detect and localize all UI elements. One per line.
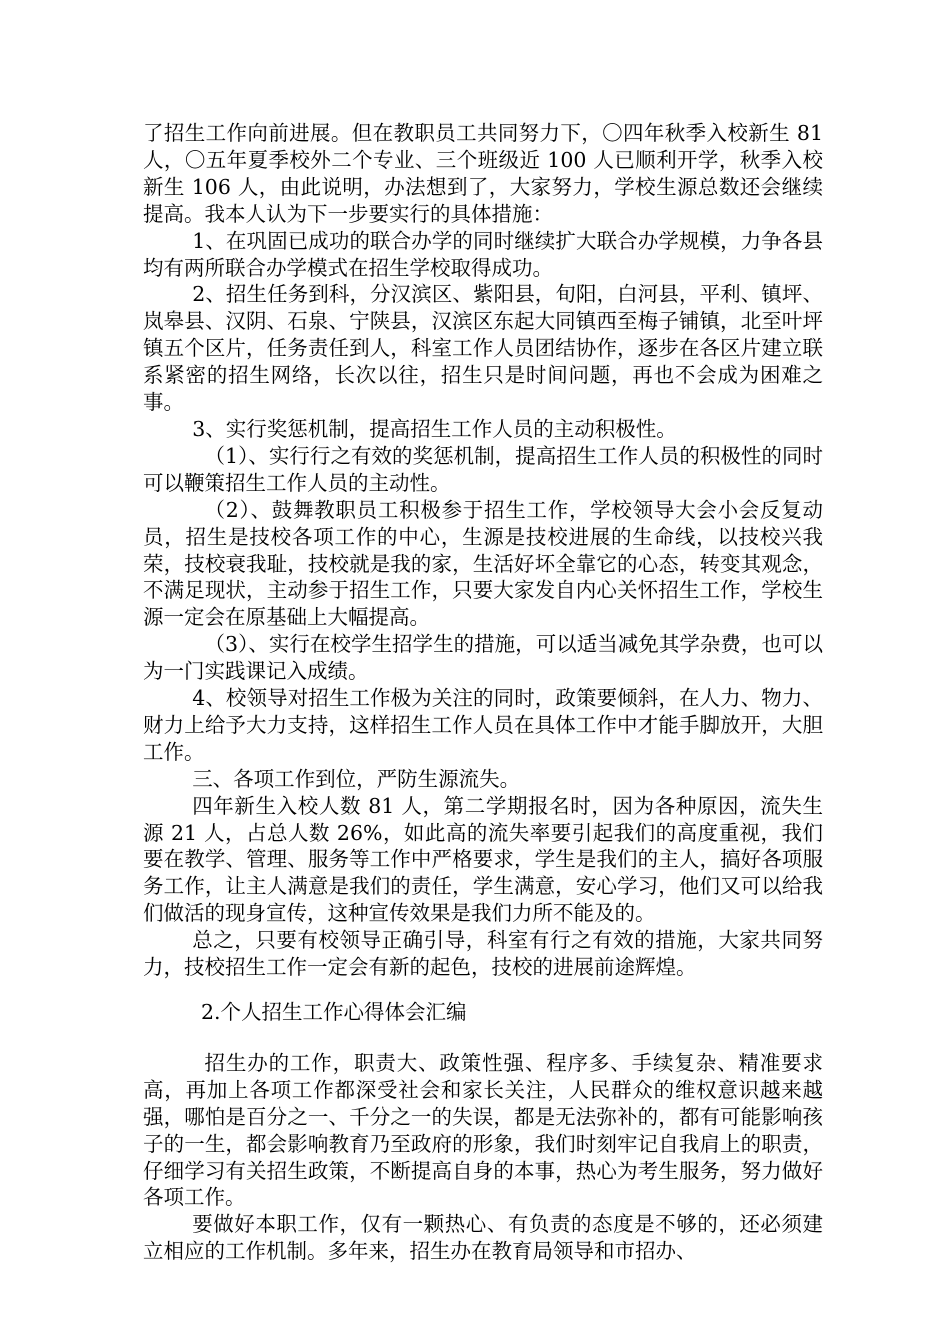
paragraph-section-three: 三、各项工作到位，严防生源流失。 bbox=[192, 766, 521, 791]
paragraph-conclusion: 总之，只要有校领导正确引导，科室有行之有效的措施，大家共同努力，技校招生工作一定会有新的起色，技校的进展前途辉煌。 bbox=[143, 928, 823, 980]
document-page bbox=[143, 120, 823, 1265]
paragraph-measure-3: 3、实行奖惩机制，提高招生工作人员的主动积极性。 bbox=[192, 416, 677, 441]
paragraph-student-loss: 四年新生入校人数 81 人，第二学期报名时，因为各种原因，流失生源 21 人，占总人数 26%，如此高的流失率要引起我们的高度重视，我们要在教学、管理、服务等工作中严格要求，学生是我们的主人，搞好各项服务工作，让主人满意是我们的责任，学生满意，安心学习，他们又可以给我们做活的现身宣传，这种宣传效果是我们力所不能及的。 bbox=[143, 793, 823, 926]
paragraph-measure-4: 4、校领导对招生工作极为关注的同时，政策要倾斜，在人力、物力、财力上给予大力支持，这样招生工作人员在具体工作中才能手脚放开，大胆工作。 bbox=[143, 686, 823, 764]
paragraph-measure-3-2: （2）、鼓舞教职员工积极参于招生工作，学校领导大会小会反复动员，招生是技校各项工作的中心，生源是技校进展的生命线，以技校兴我荣，技校衰我耻，技校就是我的家，生活好坏全靠它的心态，转变其观念，不满足现状，主动参于招生工作，只要大家发自内心关怀招生工作，学校生源一定会在原基础上大幅提高。 bbox=[143, 497, 823, 630]
paragraph-measure-3-3: （3）、实行在校学生招学生的措施，可以适当减免其学杂费，也可以为一门实践课记入成绩。 bbox=[143, 632, 823, 684]
section-title: 2.个人招生工作心得体会汇编 bbox=[201, 1000, 467, 1024]
paragraph-intro: 了招生工作向前进展。但在教职员工共同努力下，〇四年秋季入校新生 81 人，〇五年夏季校外二个专业、三个班级近 100 人已顺利开学，秋季入校新生 106 人，由此说明，办法想到了，大家努力，学校生源总数还会继续提高。我本人认为下一步要实行的具体措施： bbox=[143, 121, 823, 226]
paragraph-measure-3-1: （1）、实行行之有效的奖惩机制，提高招生工作人员的积极性的同时可以鞭策招生工作人员的主动性。 bbox=[143, 443, 823, 495]
section-paragraph-1: 招生办的工作，职责大、政策性强、程序多、手续复杂、精准要求高，再加上各项工作都深受社会和家长关注，人民群众的维权意识越来越强，哪怕是百分之一、千分之一的失误，都是无法弥补的，都有可能影响孩子的一生，都会影响教育乃至政府的形象，我们时刻牢记自我肩上的职责，仔细学习有关招生政策，不断提高自身的本事，热心为考生服务，努力做好各项工作。 bbox=[143, 1050, 823, 1210]
section-paragraph-2: 要做好本职工作，仅有一颗热心、有负责的态度是不够的，还必须建立相应的工作机制。多年来，招生办在教育局领导和市招办、 bbox=[143, 1212, 823, 1264]
paragraph-measure-1: 1、在巩固已成功的联合办学的同时继续扩大联合办学规模，力争各县均有两所联合办学模式在招生学校取得成功。 bbox=[143, 228, 823, 280]
paragraph-measure-2: 2、招生任务到科，分汉滨区、紫阳县，旬阳，白河县，平利、镇坪、岚皋县、汉阴、石泉、宁陕县，汉滨区东起大同镇西至梅子铺镇，北至叶坪镇五个区片，任务责任到人，科室工作人员团结协作，逐步在各区片建立联系紧密的招生网络，长次以往，招生只是时间问题，再也不会成为困难之事。 bbox=[143, 282, 823, 415]
